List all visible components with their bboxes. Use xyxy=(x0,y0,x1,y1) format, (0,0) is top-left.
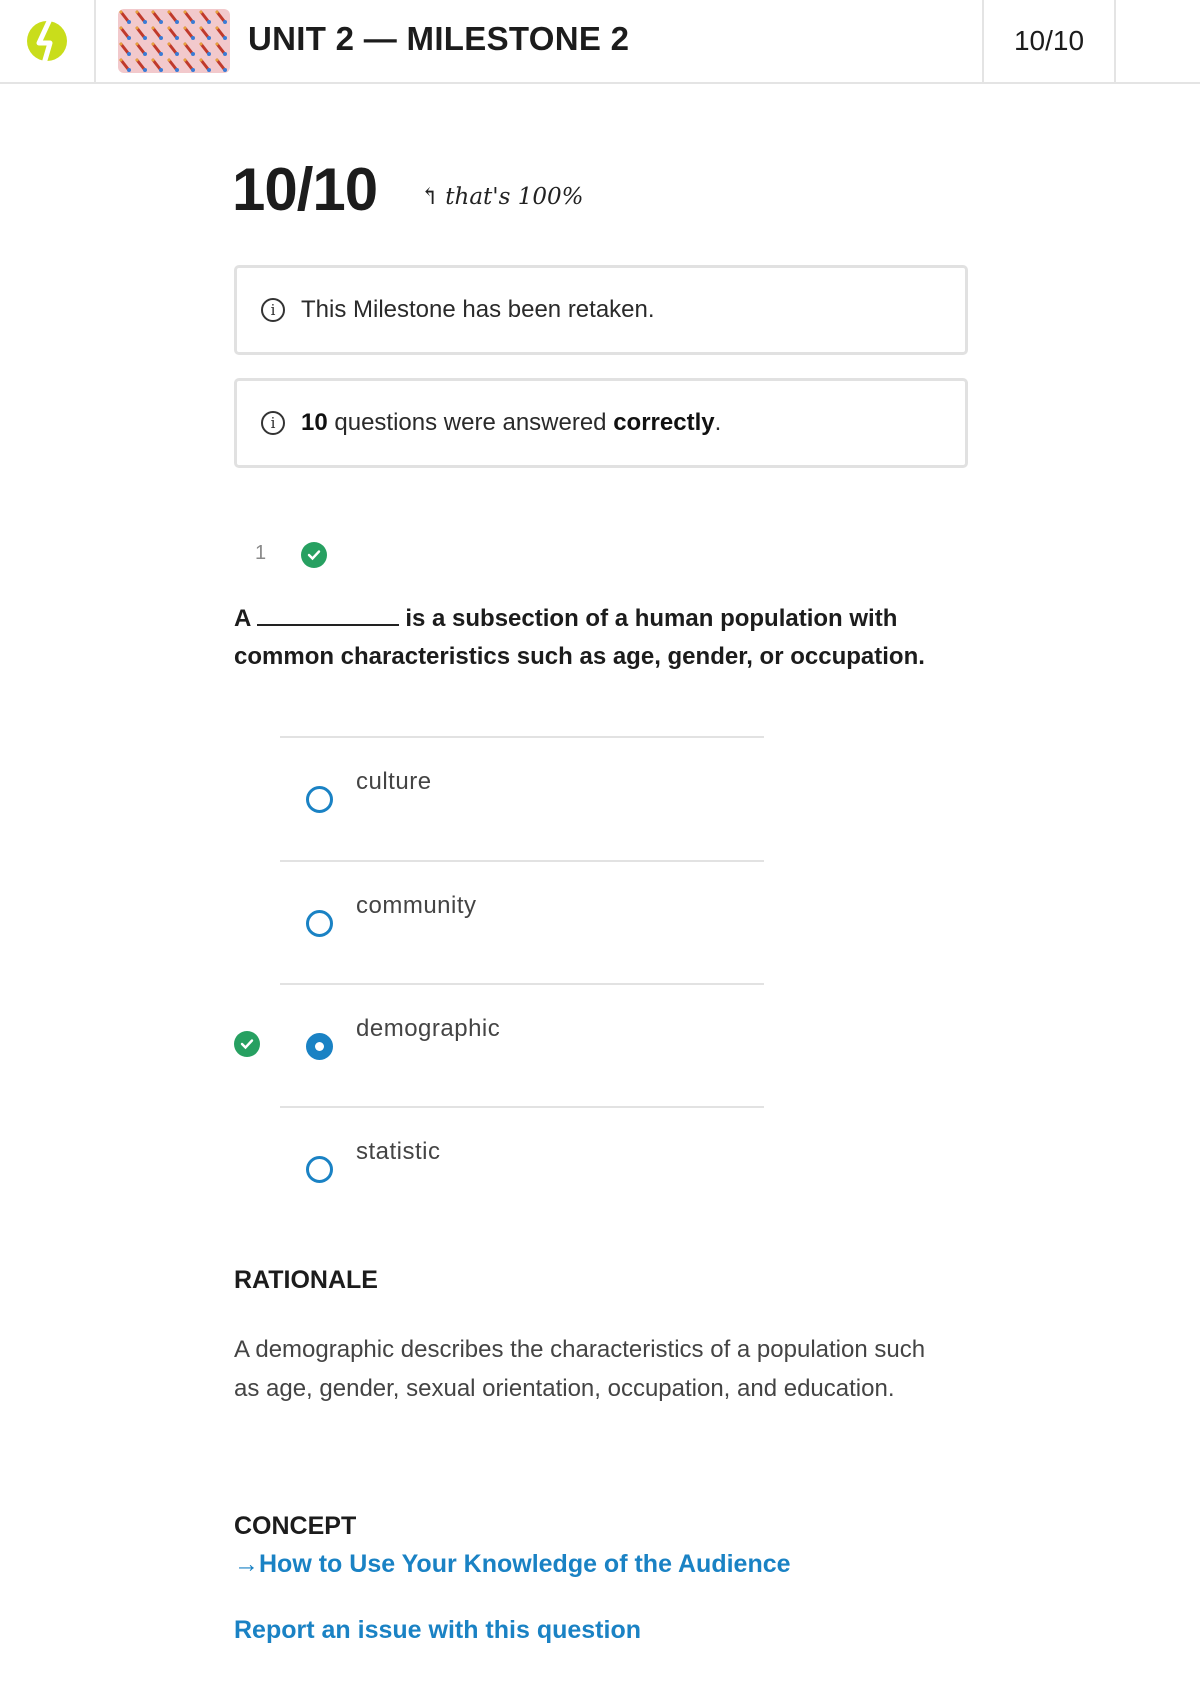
answer-option-community[interactable] xyxy=(280,860,764,984)
header-score: 10/10 xyxy=(982,0,1116,82)
retaken-notice xyxy=(234,265,968,355)
answer-option-demographic[interactable] xyxy=(280,983,764,1107)
correct-count-text: 10 questions were answered correctly. xyxy=(301,409,722,436)
home-logo[interactable] xyxy=(0,0,96,82)
arrow-right-icon: → xyxy=(234,1550,259,1578)
curved-arrow-icon: ↰ xyxy=(420,184,440,210)
radio-button[interactable] xyxy=(306,1156,333,1183)
retaken-text: This Milestone has been retaken. xyxy=(301,296,655,323)
option-label: community xyxy=(356,892,477,919)
course-thumbnail xyxy=(118,9,230,73)
option-label: culture xyxy=(356,768,432,795)
question-text: A is a subsection of a human population with common characteristics such as age, gender, or occupation. xyxy=(234,600,954,676)
answer-option-statistic[interactable] xyxy=(280,1106,764,1230)
page-title: UNIT 2 — MILESTONE 2 xyxy=(248,20,630,57)
answer-option-culture[interactable] xyxy=(280,736,764,860)
correct-count: 10 xyxy=(301,409,328,436)
sophia-logo-icon xyxy=(24,13,70,69)
rationale-text: A demographic describes the characteristics of a population such as age, gender, sexual orientation, occupation, and education. xyxy=(234,1336,926,1402)
report-issue-link[interactable]: Report an issue with this question xyxy=(234,1616,641,1644)
question-number: 1 xyxy=(255,542,267,564)
radio-button[interactable] xyxy=(306,786,333,813)
question-correct-check-icon xyxy=(301,542,327,568)
correct-answer-check-icon xyxy=(234,1031,260,1057)
score-note xyxy=(420,184,583,210)
radio-button[interactable] xyxy=(306,910,333,937)
info-icon: i xyxy=(261,298,285,322)
answer-blank xyxy=(257,602,399,626)
concept-link[interactable]: →How to Use Your Knowledge of the Audience xyxy=(234,1550,791,1578)
option-label: demographic xyxy=(356,1015,501,1042)
correct-count-notice xyxy=(234,378,968,468)
top-bar xyxy=(0,0,1200,84)
correct-word: correctly xyxy=(613,409,715,436)
option-label: statistic xyxy=(356,1138,441,1165)
radio-button-selected[interactable] xyxy=(306,1033,333,1060)
score-note-text: that's 100% xyxy=(445,184,584,210)
milestone-score: 10/10 xyxy=(232,156,378,223)
rationale-heading: RATIONALE xyxy=(234,1266,378,1294)
info-icon: i xyxy=(261,411,285,435)
concept-heading: CONCEPT xyxy=(234,1512,357,1540)
